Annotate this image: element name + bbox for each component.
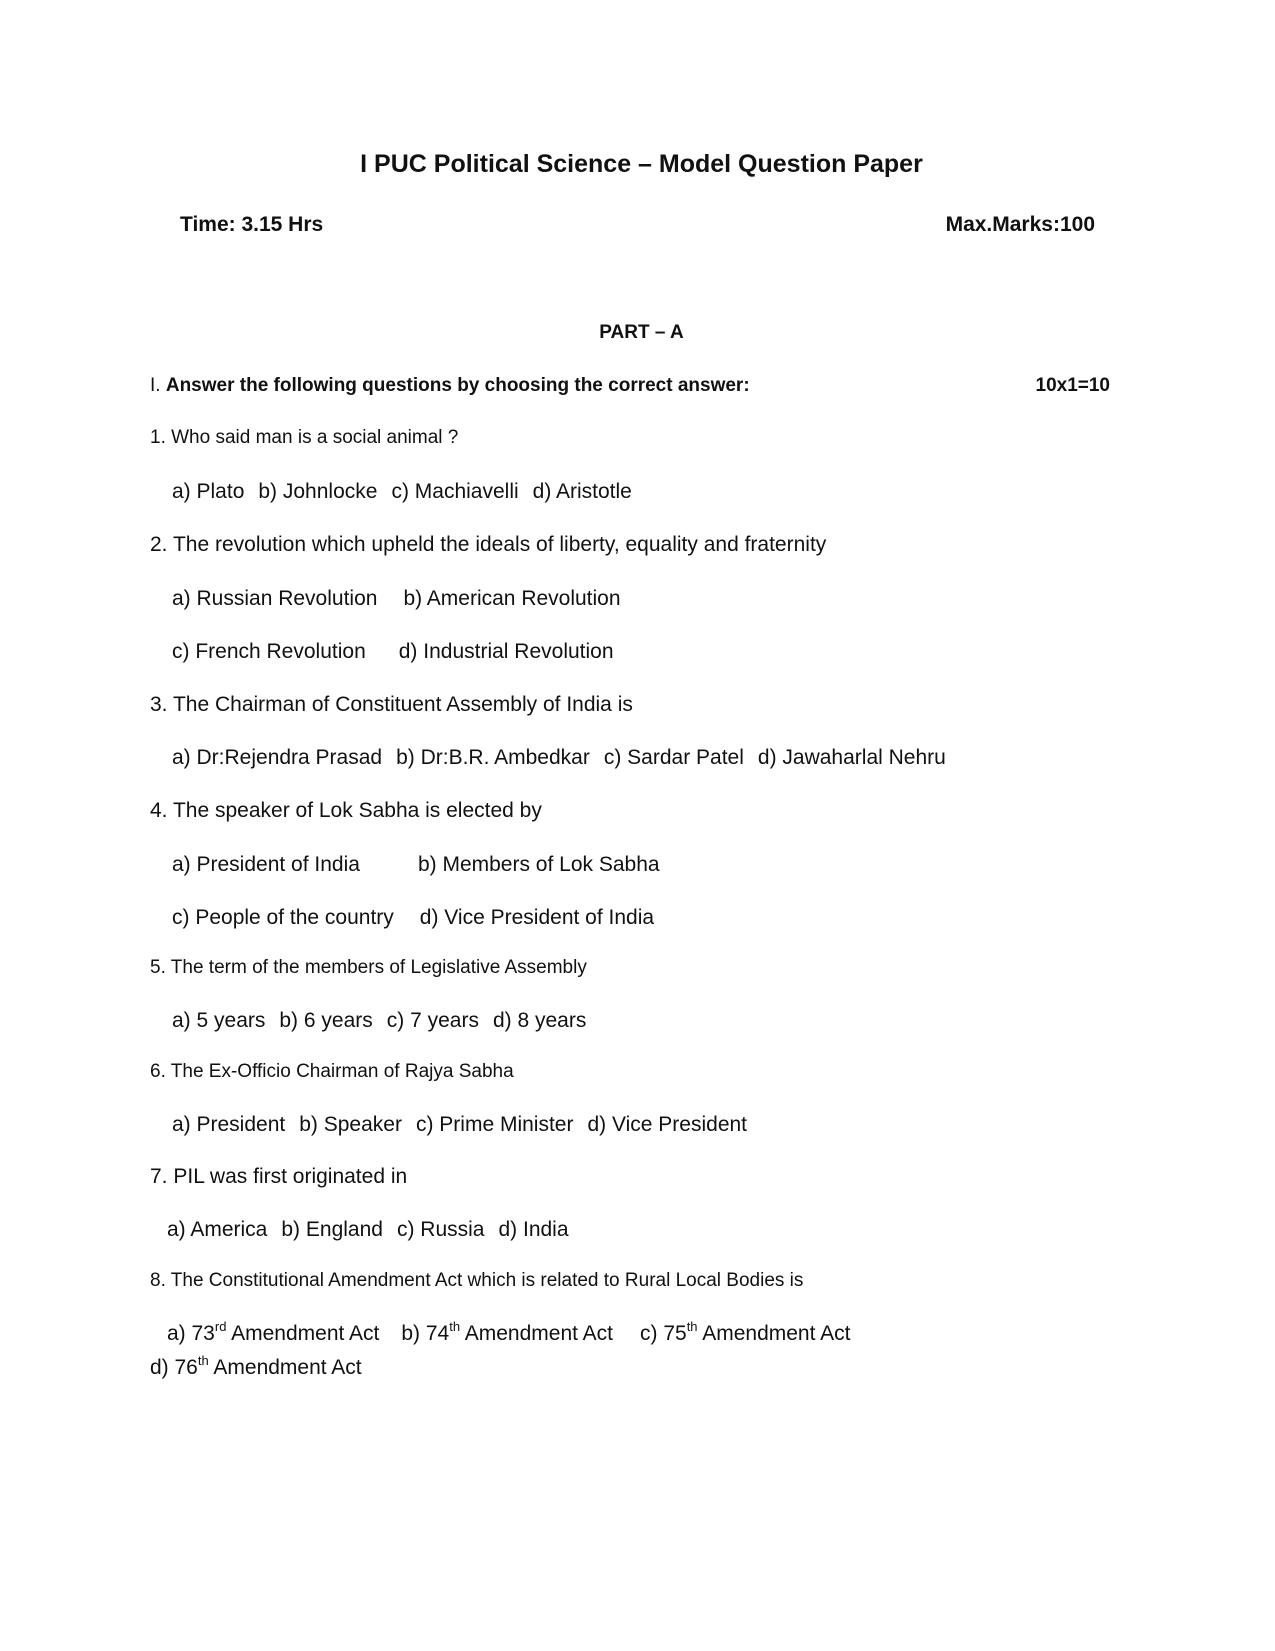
question-4: 4. The speaker of Lok Sabha is elected by: [150, 799, 542, 822]
option: b) Members of Lok Sabha: [417, 853, 660, 876]
question-3: 3. The Chairman of Constituent Assembly of India is: [150, 693, 633, 716]
option: c) French Revolution: [172, 640, 366, 663]
question-3-options: [172, 747, 946, 768]
option: c) 7 years: [386, 1009, 479, 1032]
option: d) India: [498, 1218, 569, 1241]
question-7: 7. PIL was first originated in: [150, 1165, 408, 1188]
question-2-options-row-2: [172, 641, 614, 662]
option: b) 6 years: [279, 1009, 373, 1032]
instruction-number: I.: [150, 375, 161, 396]
question-7-options: [167, 1219, 569, 1240]
option: a) President: [172, 1113, 286, 1136]
option: c) 75th Amendment Act: [640, 1319, 851, 1345]
option: b) American Revolution: [403, 587, 621, 610]
option: d) Industrial Revolution: [398, 640, 614, 663]
option: a) 5 years: [172, 1009, 266, 1032]
option: a) Plato: [172, 480, 245, 503]
instruction-text: Answer the following questions by choosing the correct answer:: [165, 375, 750, 396]
question-4-options-row-1: [172, 854, 660, 875]
max-marks: Max.Marks:100: [945, 213, 1095, 236]
option: d) Aristotle: [532, 480, 632, 503]
question-6: 6. The Ex-Officio Chairman of Rajya Sabha: [150, 1061, 514, 1082]
question-8-options-row-2: [150, 1353, 362, 1379]
question-5-options: [172, 1010, 586, 1031]
option: b) 74th Amendment Act: [401, 1319, 613, 1345]
question-8-options-row-1: [167, 1319, 851, 1345]
option: a) Dr:Rejendra Prasad: [172, 746, 383, 769]
option: b) England: [281, 1218, 383, 1241]
option: a) President of India: [172, 853, 360, 876]
option: a) 73rd Amendment Act: [167, 1319, 380, 1345]
option: c) Sardar Patel: [603, 746, 744, 769]
option: b) Speaker: [299, 1113, 402, 1136]
page-title: I PUC Political Science – Model Question Paper: [360, 150, 923, 178]
question-1: 1. Who said man is a social animal ?: [150, 427, 459, 448]
option: b) Dr:B.R. Ambedkar: [396, 746, 590, 769]
question-2: 2. The revolution which upheld the ideals of liberty, equality and fraternity: [150, 533, 827, 556]
option: c) People of the country: [172, 906, 394, 929]
option: d) Vice President of India: [419, 906, 655, 929]
option: d) Vice President: [587, 1113, 748, 1136]
question-4-options-row-2: [172, 907, 654, 928]
question-1-options: [172, 481, 632, 502]
option: d) Jawaharlal Nehru: [757, 746, 946, 769]
question-5: 5. The term of the members of Legislative Assembly: [150, 957, 587, 978]
option: c) Prime Minister: [415, 1113, 574, 1136]
option: c) Machiavelli: [391, 480, 519, 503]
option: b) Johnlocke: [258, 480, 378, 503]
question-8: 8. The Constitutional Amendment Act which is related to Rural Local Bodies is: [150, 1270, 804, 1291]
section-instruction: [150, 376, 750, 395]
option: a) Russian Revolution: [172, 587, 378, 610]
option: a) America: [167, 1218, 268, 1241]
option: d) 8 years: [492, 1009, 587, 1032]
option: c) Russia: [396, 1218, 485, 1241]
question-6-options: [172, 1114, 747, 1135]
section-marks: 10x1=10: [1035, 375, 1110, 396]
question-2-options-row-1: [172, 588, 621, 609]
exam-time: Time: 3.15 Hrs: [180, 213, 324, 236]
option: d) 76th Amendment Act: [150, 1353, 362, 1379]
part-heading: PART – A: [599, 322, 684, 343]
